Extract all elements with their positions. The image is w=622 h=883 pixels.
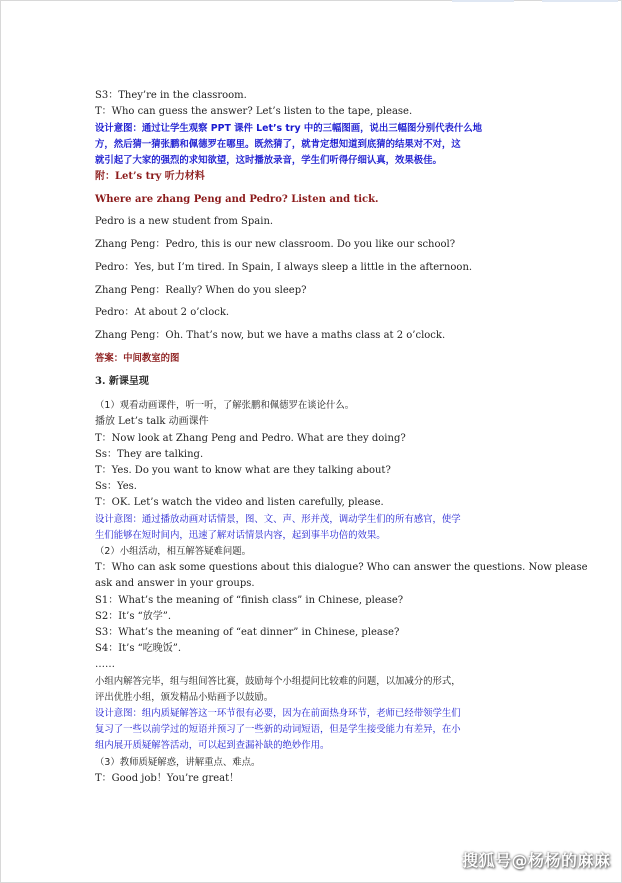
ellipsis: …… (95, 659, 115, 670)
dialogue-line: S2：It’s “放学”. (95, 611, 172, 622)
step-text: （1）观看动画课件，听一听，了解张鹏和佩德罗在谈论什么。 (95, 400, 355, 411)
design-intent-text: 方，然后猜一猜张鹏和佩德罗在哪里。既然猜了，就肯定想知道到底猜的结果对不对，这 (95, 139, 461, 150)
dialogue-line: Zhang Peng：Oh. That’s now, but we have a maths class at 2 o’clock. (95, 330, 446, 341)
body-text: 评出优胜小组，颁发精品小贴画予以鼓励。 (95, 692, 274, 703)
dialogue-line: S3：What’s the meaning of “eat dinner” in Chinese, please? (95, 627, 400, 638)
dialogue-line: ask and answer in your groups. (95, 578, 255, 589)
dialogue-line: T：Yes. Do you want to know what are they talking about? (95, 465, 391, 476)
appendix-heading: 附：Let’s try 听力材料 (95, 171, 205, 182)
top-edge-mark (452, 0, 514, 2)
dialogue-line: Ss：Yes. (95, 481, 137, 492)
step-text: 播放 Let’s talk 动画课件 (95, 416, 209, 427)
step-text: （3）教师质疑解惑，讲解重点、难点。 (95, 757, 261, 768)
dialogue-line: Zhang Peng：Really? When do you sleep? (95, 285, 307, 296)
design-intent-text: 设计意图：通过让学生观察 PPT 课件 Let’s try 中的三幅图画，说出三幅图分别代表什么地 (95, 123, 483, 134)
dialogue-line: Pedro is a new student from Spain. (95, 216, 274, 227)
listening-title: Where are zhang Peng and Pedro? Listen and tick. (95, 194, 379, 205)
dialogue-line: T：Who can ask some questions about this dialogue? Who can answer the questions. Now please (95, 562, 588, 573)
section-heading: 3. 新课呈现 (95, 376, 149, 387)
dialogue-line: Zhang Peng：Pedro, this is our new classroom. Do you like our school? (95, 239, 456, 250)
design-intent-text: 生们能够在短时间内，迅速了解对话情景内容，起到事半功倍的效果。 (95, 530, 386, 541)
body-text: 小组内解答完毕，组与组间答比赛，鼓励每个小组提问比较难的问题，以加减分的形式， (95, 676, 461, 687)
design-intent-text: 就引起了大家的强烈的求知欲望，这时播放录音，学生们听得仔细认真，效果极佳。 (95, 155, 442, 166)
design-intent-text: 复习了一些以前学过的短语并预习了一些新的动词短语，但是学生接受能力有差异，在小 (95, 724, 461, 735)
dialogue-line: T：Good job！You’re great！ (95, 773, 240, 784)
dialogue-line: Ss：They are talking. (95, 449, 204, 460)
dialogue-line: S3：They’re in the classroom. (95, 90, 247, 101)
dialogue-line: Pedro：Yes, but I’m tired. In Spain, I always sleep a little in the afternoon. (95, 262, 473, 273)
dialogue-line: S4：It’s “吃晚饭”. (95, 643, 182, 654)
design-intent-text: 组内展开质疑解答活动，可以起到查漏补缺的绝妙作用。 (95, 740, 330, 751)
dialogue-line: T：Now look at Zhang Peng and Pedro. What are they doing? (95, 433, 406, 444)
step-text: （2）小组活动，相互解答疑难问题。 (95, 546, 251, 557)
answer-line: 答案：中间教室的图 (95, 353, 180, 364)
dialogue-line: T：Who can guess the answer? Let’s listen to the tape, please. (95, 106, 413, 117)
dialogue-line: S1：What’s the meaning of “finish class” in Chinese, please? (95, 595, 404, 606)
top-edge-mark (542, 0, 618, 2)
dialogue-line: T：OK. Let’s watch the video and listen carefully, please. (95, 497, 384, 508)
design-intent-text: 设计意图：通过播放动画对话情景，图、文、声、形并茂，调动学生们的所有感官，使学 (95, 514, 461, 525)
sohu-watermark: 搜狐号@杨杨的麻麻 (462, 851, 611, 870)
design-intent-text: 设计意图：组内质疑解答这一环节很有必要，因为在前面热身环节，老师已经带领学生们 (95, 708, 461, 719)
dialogue-line: Pedro：At about 2 o’clock. (95, 307, 230, 318)
